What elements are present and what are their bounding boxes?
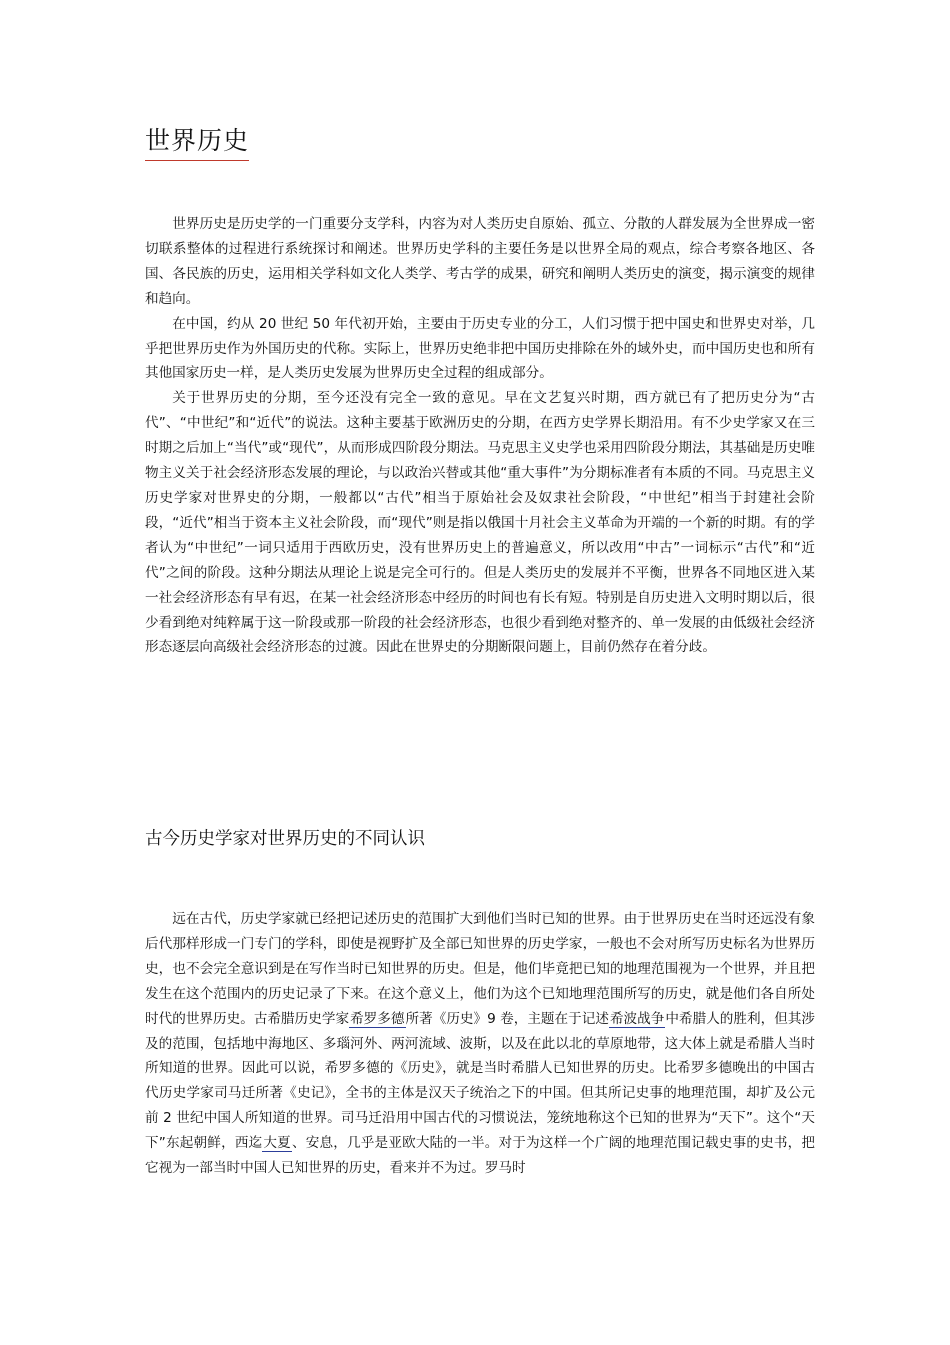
herodotus-link[interactable]: 希罗多德 (350, 1010, 405, 1027)
intro-paragraph-periodization: 关于世界历史的分期，至今还没有完全一致的意见。早在文艺复兴时期，西方就已有了把历史分为“古代”、“中世纪”和“近代”的说法。这种主要基于欧洲历史的分期，在西方史学界长期沿用。有不少史学家又在三时期之后加上“当代”或“现代”，从而形成四阶段分期法。马克思主义史学也采用四阶段分期法，其基础是历史唯物主义关于社会经济形态发展的理论，与以政治兴替或其他“重大事件”为分期标准者有本质的不同。马克思主义历史学家对世界史的分期，一般都以“古代”相当于原始社会及奴隶社会阶段，“中世纪”相当于封建社会阶段，“近代”相当于资本主义社会阶段，而“现代”则是指以俄国十月社会主义革命为开端的一个新的时期。有的学者认为“中世纪”一词只适用于西欧历史，没有世界历史上的普遍意义，所以改用“中古”一词标示“古代”和“近代”之间的阶段。这种分期法从理论上说是完全可行的。但是人类历史的发展并不平衡，世界各不同地区进入某一社会经济形态有早有迟，在某一社会经济形态中经历的时间也有长有短。特别是自历史进入文明时期以后，很少看到绝对纯粹属于这一阶段或那一阶段的社会经济形态，也很少看到绝对整齐的、单一发展的由低级社会经济形态逐层向高级社会经济形态的过渡。因此在世界史的分期断限问题上，目前仍然存在着分歧。 (145, 390, 815, 656)
paragraph-text: 、安息，几乎是亚欧大陆的一半。对于为这样一个广阔的地理范围记载史事的史书，把它视为一部当时中国人已知世界的历史，看来并不为过。罗马时 (145, 1135, 816, 1177)
intro-paragraph-china: 在中国，约从 20 世纪 50 年代初开始，主要由于历史专业的分工，人们习惯于把中国史和世界史对举，几乎把世界历史作为外国历史的代称。实际上，世界历史绝非把中国历史排除在外的域外史，而中国历史也和所有其他国家历史一样，是人类历史发展为世界历史全过程的组成部分。 (145, 315, 815, 382)
intro-paragraph-definition: 世界历史是历史学的一门重要分支学科，内容为对人类历史自原始、孤立、分散的人群发展为全世界成一密切联系整体的过程进行系统探讨和阐述。世界历史学科的主要任务是以世界全局的观点，综合考察各地区、各国、各民族的历史，运用相关学科如文化人类学、考古学的成果，研究和阐明人类历史的演变，揭示演变的规律和趋向。 (145, 216, 815, 307)
section-heading: 古今历史学家对世界历史的不同认识 (145, 829, 425, 849)
paragraph-text: 远在古代，历史学家就已经把记述历史的范围扩大到他们当时已知的世界。由于世界历史在当时还远没有象后代那样形成一门专门的学科，即使是视野扩及全部已知世界的历史学家，一般也不会对所写历史标名为世界历史，也不会完全意识到是在写作当时已知世界的历史。但是，他们毕竟把已知的地理范围视为一个世界，并且把发生在这个范围内的历史记录了下来。在这个意义上，他们为这个已知地理范围所写的历史，就是他们各自所处时代的世界历史。古希腊历史学家 (145, 911, 815, 1027)
historians-section (145, 907, 815, 1181)
daxia-link[interactable]: 大夏 (263, 1135, 291, 1152)
paragraph-text: 中希腊人的胜利，但其涉及的范围，包括地中海地区、多瑙河外、两河流域、波斯，以及在此以北的草原地带，这大体上就是希腊人当时所知道的世界。因此可以说，希罗多德的《历史》，就是当时希腊人已知世界的历史。比希罗多德晚出的中国古代历史学家司马迁所著《史记》，全书的主体是汉天子统治之下的中国。但其所记史事的地理范围，却扩及公元前 2 世纪中国人所知道的世界。司马迁沿用中国古代的习惯说法，笼统地称这个已知的世界为“天下”。这个“天下”东起朝鲜，西迄 (145, 1010, 816, 1152)
intro-section (145, 212, 815, 660)
greco-persian-wars-link[interactable]: 希波战争 (609, 1010, 665, 1027)
paragraph-text: 所著《历史》9 卷，主题在于记述 (405, 1010, 609, 1027)
historians-paragraph (145, 907, 815, 1181)
page-title: 世界历史 (145, 124, 249, 161)
